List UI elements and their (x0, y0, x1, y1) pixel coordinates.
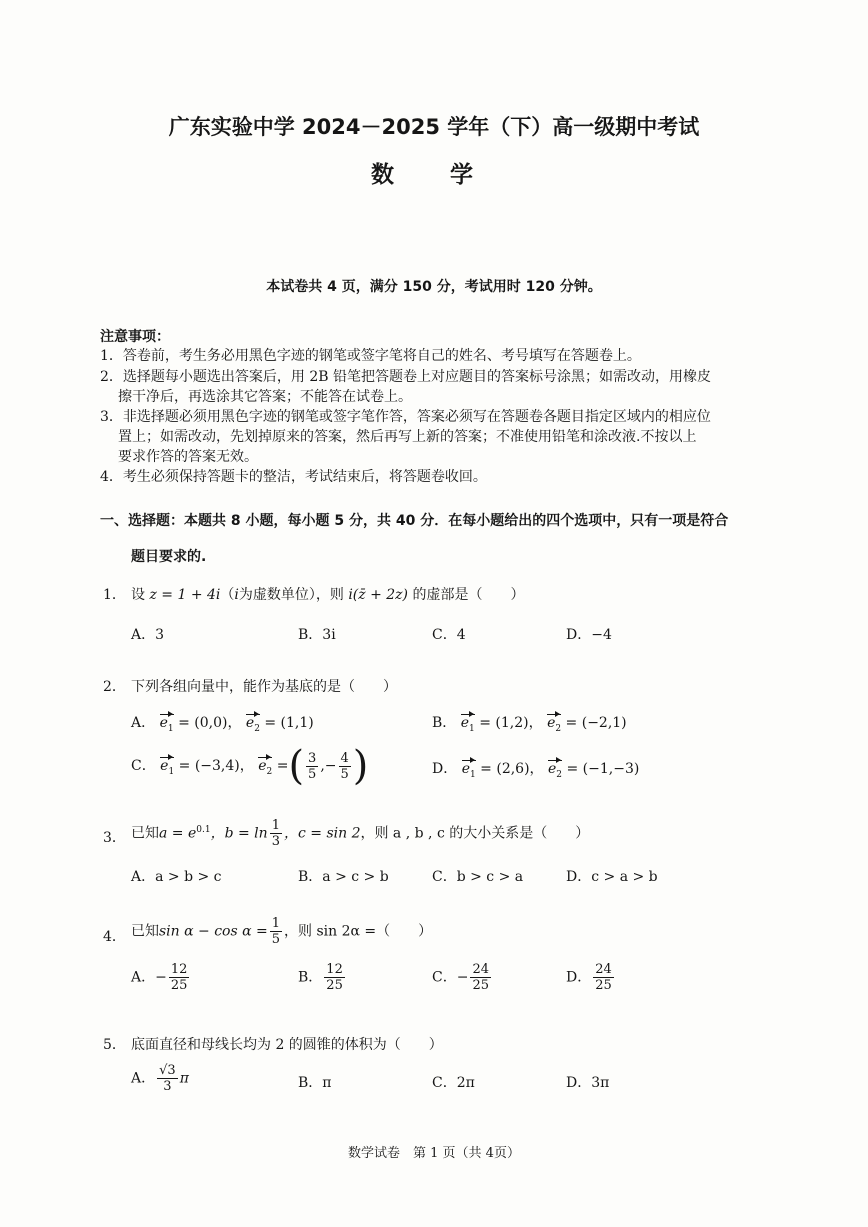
option-b: B．π (298, 1075, 332, 1091)
option-a: A．3 (131, 627, 165, 643)
note-item-cont: 要求作答的答案无效。 (118, 449, 258, 465)
question-text: 已知sin α − cos α = $\frac{1}{5}$ ，则 sin 2α =（ ） (131, 916, 433, 947)
note-item: 2．选择题每小题选出答案后，用 2B 铅笔把答题卷上对应题目的答案标号涂黑；如需改动，用橡皮 (100, 369, 712, 385)
question-text: 下列各组向量中，能作为基底的是（ ） (131, 679, 397, 695)
question-number: 1． (103, 587, 126, 603)
option-b: B． $\frac{12}{25}$ (298, 962, 343, 993)
option-c: C．2π (432, 1075, 475, 1091)
option-b: B． $e_1 = (1,2)$， $e_2 = (-2,1)$ (432, 715, 627, 734)
option-a: A． $\frac{√3}{3}$ π (131, 1063, 189, 1094)
option-d: D．−4 (566, 627, 612, 643)
note-item-cont: 擦干净后，再选涂其它答案；不能答在试卷上。 (118, 389, 412, 405)
option-d: D．3π (566, 1075, 610, 1091)
section-heading: 一、选择题：本题共 8 小题，每小题 5 分，共 40 分．在每小题给出的四个选项中，只有一项是符合 (100, 513, 729, 529)
exam-info: 本试卷共 4 页，满分 150 分，考试用时 120 分钟。 (266, 279, 602, 295)
note-item: 4．考生必须保持答题卡的整洁，考试结束后，将答题卷收回。 (100, 469, 487, 485)
option-a: A．− $\frac{12}{25}$ (131, 962, 188, 993)
question-text: 已知$a = e^{0.1}$，b = ln $\frac{1}{3}$ ，c = sin 2，则 a , b , c 的大小关系是（ ） (131, 818, 590, 849)
page-footer: 数学试卷 第 1 页（共 4页） (348, 1146, 520, 1161)
exam-title: 广东实验中学 2024－2025 学年（下）高一级期中考试 (168, 115, 700, 139)
option-c: C．4 (432, 627, 466, 643)
option-c: C． $e_1 = (-3,4)$， $e_2$ =( $\frac{3}{5}$ ,− $\frac{4}{5}$ ) (131, 743, 369, 789)
note-item: 1．答卷前，考生务必用黑色字迹的钢笔或签字笔将自己的姓名、考号填写在答题卷上。 (100, 348, 641, 364)
note-item-cont: 置上；如需改动，先划掉原来的答案，然后再写上新的答案；不准使用铅笔和涂改液.不按以上 (118, 429, 697, 445)
option-d: D． $\frac{24}{25}$ (566, 962, 612, 993)
question-text: 底面直径和母线长均为 2 的圆锥的体积为（ ） (131, 1037, 443, 1053)
notes-heading: 注意事项： (100, 329, 170, 345)
question-number: 5． (103, 1037, 126, 1053)
question-number: 4． (103, 929, 126, 945)
option-c: C．b > c > a (432, 869, 524, 885)
question-number: 2． (103, 679, 126, 695)
section-heading-cont: 题目要求的. (131, 549, 207, 565)
option-d: D． $e_1 = (2,6)$， $e_2 = (-1,-3)$ (432, 761, 640, 780)
option-a: A． $e_1 = (0,0)$， $e_2 = (1,1)$ (131, 715, 314, 734)
question-text: 设 z = 1 + 4i（i为虚数单位），则 i(z̄ + 2z) 的虚部是（ ） (131, 587, 525, 603)
option-b: B．3i (298, 627, 336, 643)
option-c: C．− $\frac{24}{25}$ (432, 962, 489, 993)
note-item: 3．非选择题必须用黑色字迹的钢笔或签字笔作答，答案必须写在答题卷各题目指定区域内的相应位 (100, 409, 711, 425)
option-a: A．a > b > c (131, 869, 222, 885)
subject-title: 数 学 (370, 162, 497, 188)
option-b: B．a > c > b (298, 869, 389, 885)
option-d: D．c > a > b (566, 869, 658, 885)
question-number: 3． (103, 830, 126, 846)
